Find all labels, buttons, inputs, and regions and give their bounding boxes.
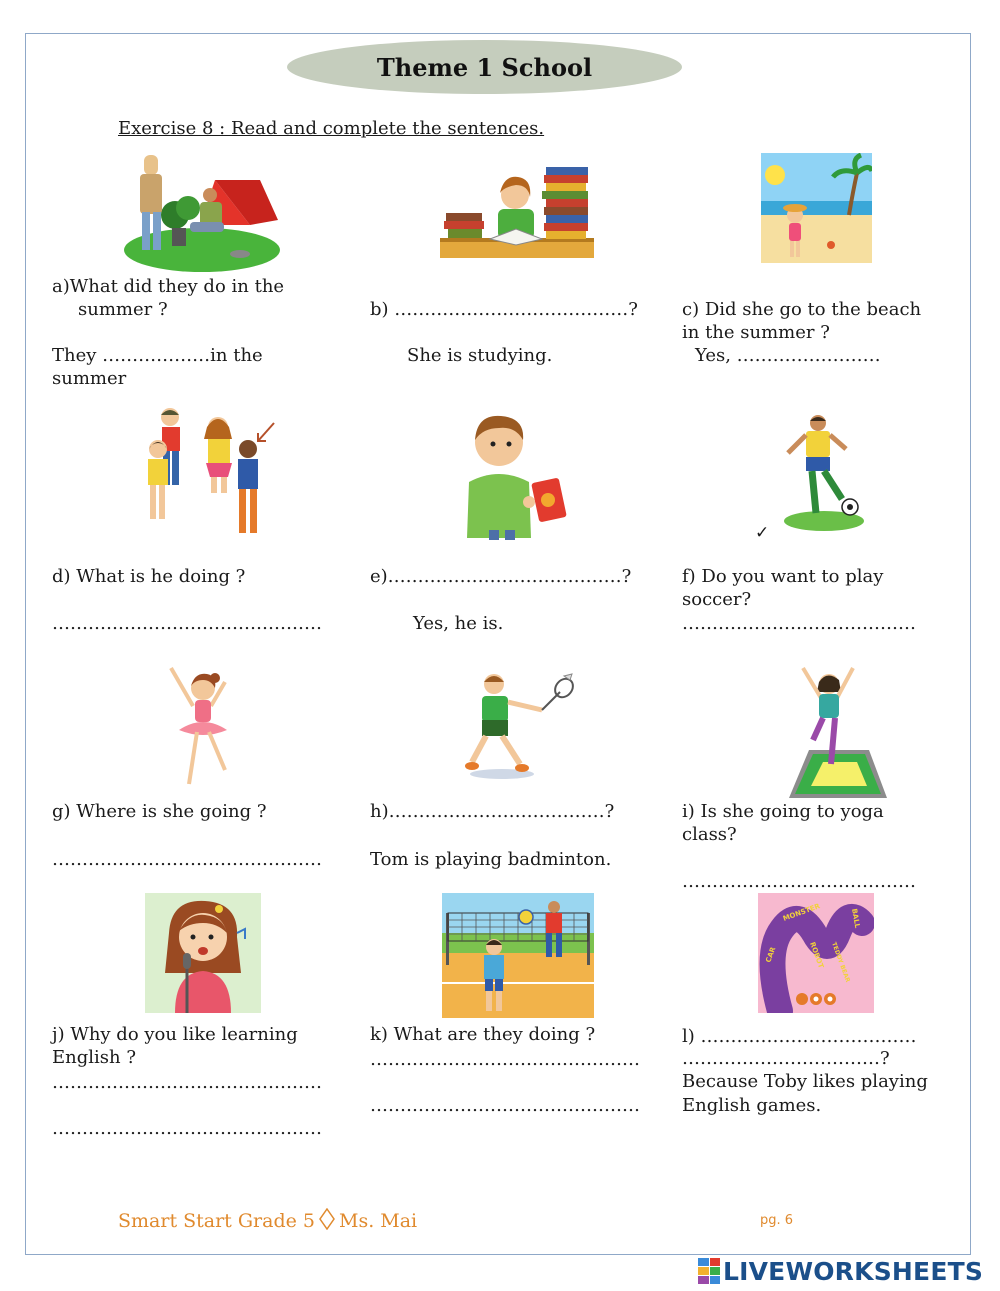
page-number: pg. 6 (760, 1213, 794, 1228)
answer-e: Yes, he is. (413, 613, 504, 634)
question-e-blank[interactable]: e)…………………………………? (370, 566, 632, 587)
answer-a-line2: summer (52, 368, 127, 389)
game-word-car: CAR (764, 945, 778, 964)
question-i-line1: i) Is she going to yoga (682, 801, 884, 822)
question-l-blank-2[interactable]: ……………………………? (682, 1048, 890, 1069)
question-k: k) What are they doing ? (370, 1024, 596, 1045)
answer-d-blank[interactable]: ……………………………………… (52, 613, 322, 634)
answer-a-blank[interactable]: They ………………in the (52, 345, 263, 366)
question-l-blank-1[interactable]: l) ……………………………… (682, 1026, 917, 1047)
answer-j-blank-1[interactable]: ……………………………………… (52, 1072, 322, 1093)
game-word-monster: MONSTER (781, 902, 822, 923)
answer-k-blank-1[interactable]: ……………………………………… (370, 1049, 640, 1070)
children-group-picture (140, 405, 280, 540)
ballerina-picture (165, 660, 235, 788)
soccer-boy-picture (780, 413, 865, 533)
studying-girl-picture (438, 165, 596, 260)
answer-g-blank[interactable]: ……………………………………… (52, 849, 322, 870)
yoga-girl-picture (787, 662, 887, 798)
answer-k-blank-2[interactable]: ……………………………………… (370, 1095, 640, 1116)
question-c-line2: in the summer ? (682, 322, 830, 343)
question-a-line2: summer ? (78, 299, 168, 320)
question-h-blank[interactable]: h)………………………………? (370, 801, 615, 822)
answer-l-line2: English games. (682, 1095, 822, 1116)
board-game-picture (758, 893, 874, 1013)
question-b-blank[interactable]: b) …………………………………? (370, 299, 638, 320)
answer-c-blank[interactable]: Yes, …………………… (695, 345, 881, 366)
question-a-line1: a)What did they do in the (52, 276, 285, 297)
answer-h: Tom is playing badminton. (370, 849, 612, 870)
liveworksheets-wordmark: LIVEWORKSHEETS (723, 1256, 984, 1286)
footer-course: Smart Start Grade 5 (118, 1210, 315, 1232)
question-j-line1: j) Why do you like learning (52, 1024, 298, 1045)
question-j-line2: English ? (52, 1047, 136, 1068)
diamond-icon (319, 1208, 335, 1230)
beach-picture (761, 153, 872, 263)
game-word-robot: ROBOT (808, 940, 826, 970)
footer-credit (118, 1208, 417, 1232)
game-word-teddy-bear: TEDDY BEAR (830, 941, 852, 984)
volleyball-picture (442, 893, 594, 1018)
page-title: Theme 1 School (287, 40, 682, 94)
exercise-instruction: Exercise 8 : Read and complete the sentences. (118, 118, 545, 139)
footer-teacher: Ms. Mai (338, 1210, 418, 1232)
answer-i-blank[interactable]: ………………………………… (682, 871, 916, 892)
answer-j-blank-2[interactable]: ……………………………………… (52, 1118, 322, 1139)
liveworksheets-icon (698, 1258, 720, 1284)
question-f-line2: soccer? (682, 589, 752, 610)
singing-girl-picture (145, 893, 261, 1013)
question-f-line1: f) Do you want to play (682, 566, 884, 587)
answer-b: She is studying. (407, 345, 553, 366)
badminton-boy-picture (462, 670, 577, 780)
question-i-line2: class? (682, 824, 737, 845)
question-c-line1: c) Did she go to the beach (682, 299, 922, 320)
answer-f-blank[interactable]: ………………………………… (682, 613, 916, 634)
game-word-ball: BALL (850, 907, 862, 929)
check-mark: ✓ (755, 523, 770, 543)
boy-eating-chips-picture (455, 410, 570, 540)
liveworksheets-logo[interactable] (698, 1256, 983, 1286)
question-g: g) Where is she going ? (52, 801, 267, 822)
question-d: d) What is he doing ? (52, 566, 246, 587)
answer-l-line1: Because Toby likes playing (682, 1071, 928, 1092)
camping-picture (120, 150, 280, 272)
